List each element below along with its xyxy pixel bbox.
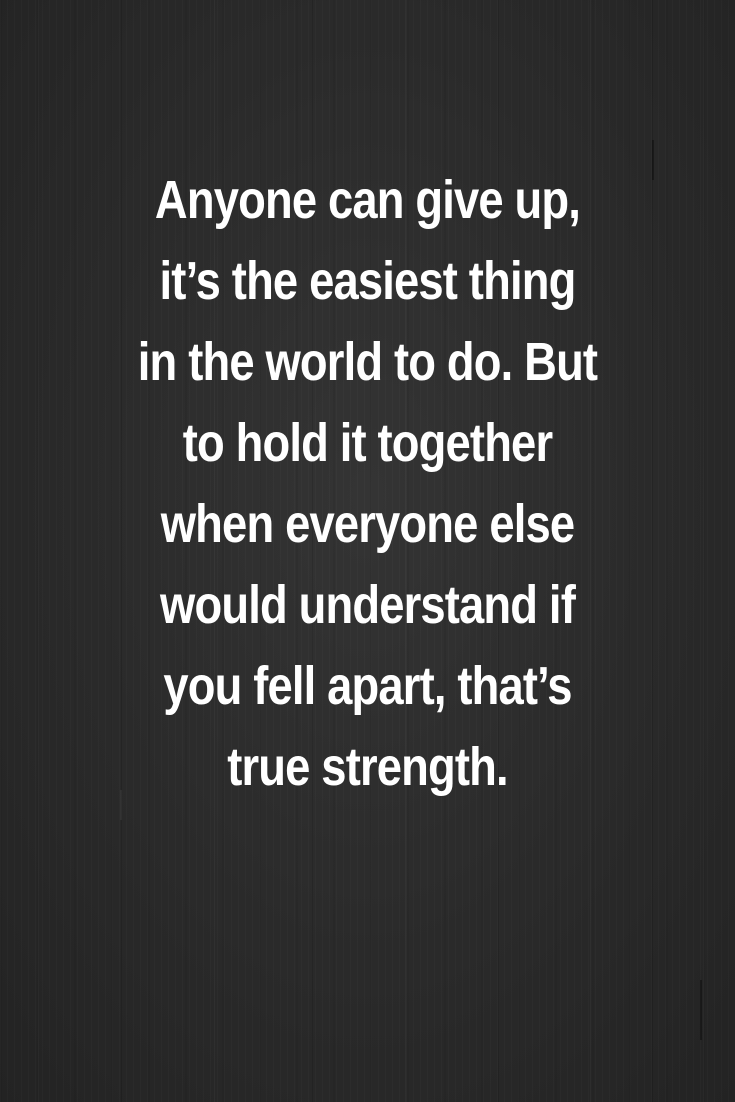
quote-line: when everyone else	[160, 494, 575, 554]
quote-line: in the world to do. But	[137, 332, 598, 392]
quote-text	[59, 160, 676, 808]
wood-grain-line	[703, 0, 704, 1102]
quote-line: to hold it together	[182, 413, 553, 473]
quote-line: would understand if	[160, 575, 575, 635]
quote-line: Anyone can give up,	[154, 170, 581, 230]
quote-line: you fell apart, that’s	[163, 656, 572, 716]
wood-grain-line	[38, 0, 39, 1102]
quote-line: true strength.	[227, 737, 508, 797]
scratch-mark	[700, 980, 702, 1040]
quote-line: it’s the easiest thing	[159, 251, 576, 311]
